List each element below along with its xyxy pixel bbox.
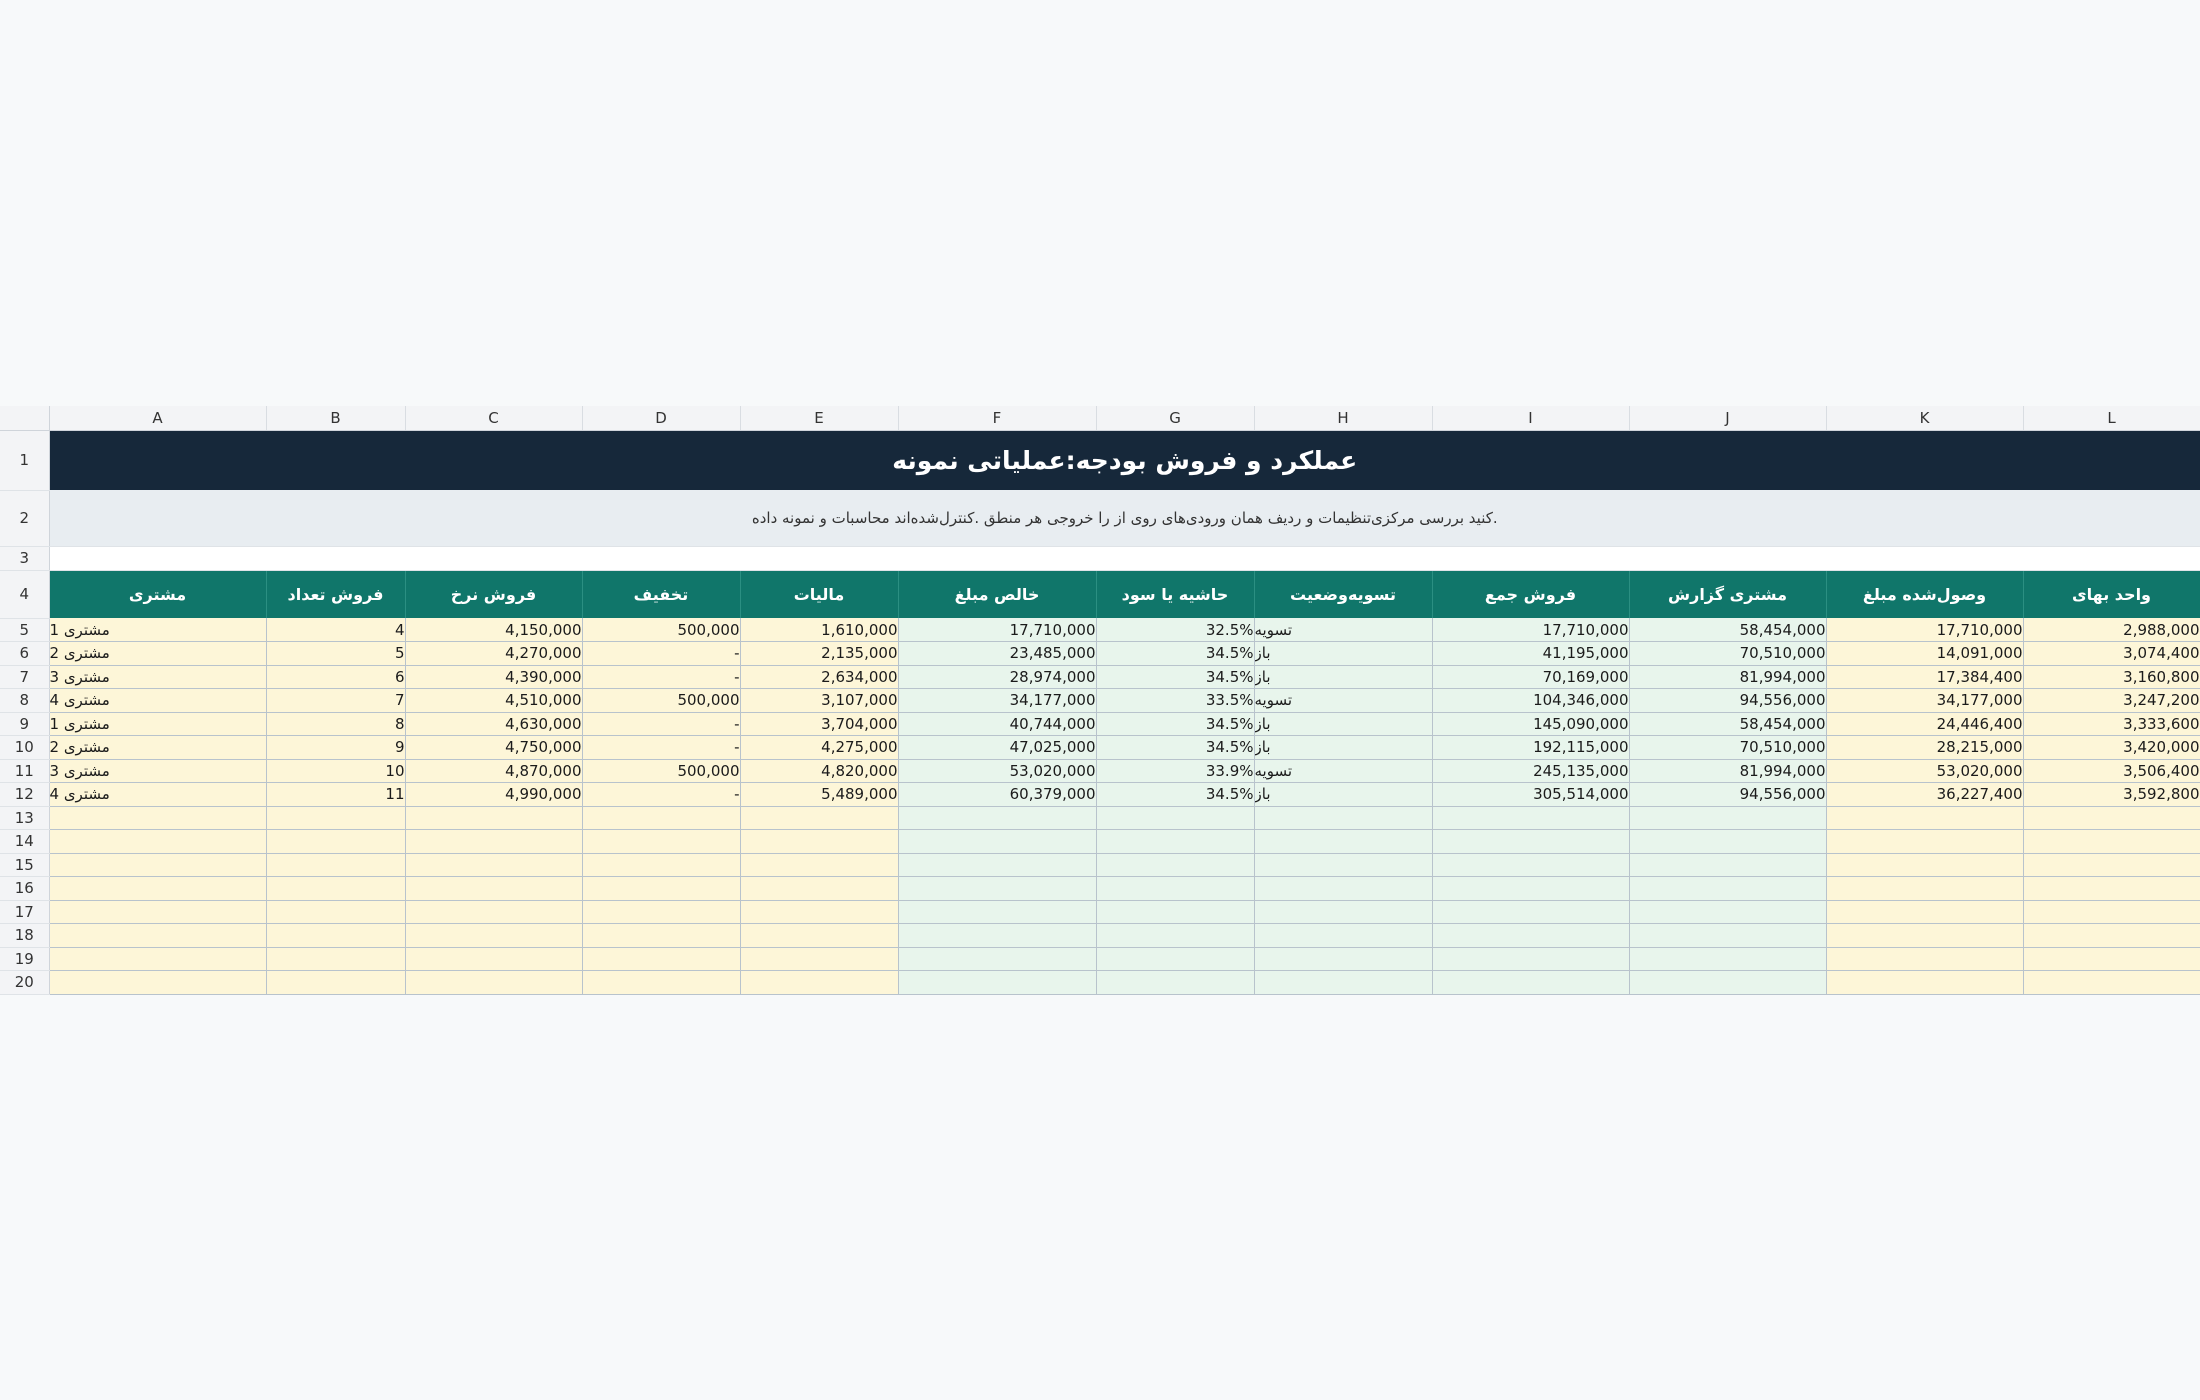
cell-net-amount[interactable]	[898, 877, 1096, 901]
cell-unit-cost[interactable]	[2023, 877, 2200, 901]
row-number[interactable]: 16	[0, 877, 49, 901]
cell-net-amount[interactable]: 17,710,000	[898, 618, 1096, 642]
empty-row	[0, 830, 2200, 854]
cell-margin[interactable]: 32.5%	[1096, 618, 1254, 642]
cell-discount[interactable]	[582, 924, 740, 948]
cell-margin[interactable]	[1096, 924, 1254, 948]
cell-sales-total[interactable]: 41,195,000	[1432, 642, 1629, 666]
cell-margin[interactable]	[1096, 806, 1254, 830]
cell-net-amount[interactable]	[898, 924, 1096, 948]
column-header-row	[0, 406, 2200, 430]
cell-customer-report[interactable]	[1629, 853, 1826, 877]
cell-discount[interactable]	[582, 947, 740, 971]
row-number[interactable]: 18	[0, 924, 49, 948]
cell-sales-total[interactable]	[1432, 900, 1629, 924]
cell-status[interactable]	[1254, 900, 1432, 924]
cell-rate[interactable]	[405, 853, 582, 877]
empty-row	[0, 853, 2200, 877]
empty-row	[0, 924, 2200, 948]
row-number[interactable]: 3	[0, 546, 49, 570]
empty-row	[0, 971, 2200, 995]
cell-collected[interactable]: 28,215,000	[1826, 736, 2023, 760]
cell-discount[interactable]: 500,000	[582, 618, 740, 642]
cell-quantity[interactable]: 5	[266, 642, 405, 666]
table-row	[0, 618, 2200, 642]
row-number[interactable]: 6	[0, 642, 49, 666]
cell-unit-cost[interactable]	[2023, 971, 2200, 995]
cell-customer-report[interactable]	[1629, 924, 1826, 948]
cell-sales-total[interactable]: 70,169,000	[1432, 665, 1629, 689]
column-header-c[interactable]: C	[405, 406, 582, 430]
cell-status[interactable]: باز	[1254, 712, 1432, 736]
cell-sales-total[interactable]	[1432, 830, 1629, 854]
cell-rate[interactable]: 4,150,000	[405, 618, 582, 642]
cell-discount[interactable]: 500,000	[582, 689, 740, 713]
cell-tax[interactable]: 5,489,000	[740, 783, 898, 807]
header-row	[0, 570, 2200, 618]
cell-sales-total[interactable]	[1432, 947, 1629, 971]
cell-tax[interactable]	[740, 947, 898, 971]
cell-customer[interactable]	[49, 806, 266, 830]
row-number[interactable]: 17	[0, 900, 49, 924]
cell-tax[interactable]	[740, 971, 898, 995]
cell-margin[interactable]: 34.5%	[1096, 736, 1254, 760]
cell-unit-cost[interactable]	[2023, 900, 2200, 924]
empty-row	[0, 806, 2200, 830]
cell-rate[interactable]: 4,870,000	[405, 759, 582, 783]
row-number[interactable]: 1	[0, 430, 49, 490]
cell-customer[interactable]: مشتری 3	[49, 759, 266, 783]
sheet-title[interactable]: عملکرد و فروش بودجه:عملیاتی نمونه	[49, 430, 2200, 490]
cell-unit-cost[interactable]: 3,333,600	[2023, 712, 2200, 736]
cell-margin[interactable]	[1096, 947, 1254, 971]
cell-quantity[interactable]	[266, 924, 405, 948]
cell-net-amount[interactable]: 34,177,000	[898, 689, 1096, 713]
cell-tax[interactable]	[740, 877, 898, 901]
cell-status[interactable]	[1254, 853, 1432, 877]
cell-net-amount[interactable]	[898, 947, 1096, 971]
cell-discount[interactable]: -	[582, 783, 740, 807]
cell-customer[interactable]: مشتری 2	[49, 736, 266, 760]
cell-rate[interactable]: 4,750,000	[405, 736, 582, 760]
row-number[interactable]: 13	[0, 806, 49, 830]
header-sales-total[interactable]: فروش جمع	[1432, 570, 1629, 618]
cell-customer[interactable]	[49, 924, 266, 948]
header-tax[interactable]: مالیات	[740, 570, 898, 618]
cell-customer-report[interactable]: 81,994,000	[1629, 665, 1826, 689]
cell-margin[interactable]: 33.9%	[1096, 759, 1254, 783]
cell-discount[interactable]: 500,000	[582, 759, 740, 783]
cell-collected[interactable]: 17,384,400	[1826, 665, 2023, 689]
cell-customer-report[interactable]	[1629, 806, 1826, 830]
cell-sales-total[interactable]: 192,115,000	[1432, 736, 1629, 760]
cell-quantity[interactable]: 6	[266, 665, 405, 689]
cell-collected[interactable]	[1826, 924, 2023, 948]
row-number[interactable]: 8	[0, 689, 49, 713]
row-number[interactable]: 9	[0, 712, 49, 736]
cell-quantity[interactable]	[266, 830, 405, 854]
cell-tax[interactable]: 3,107,000	[740, 689, 898, 713]
cell-rate[interactable]	[405, 900, 582, 924]
header-margin[interactable]: حاشیه یا سود	[1096, 570, 1254, 618]
column-header-k[interactable]: K	[1826, 406, 2023, 430]
row-number[interactable]: 5	[0, 618, 49, 642]
row-number[interactable]: 14	[0, 830, 49, 854]
column-header-j[interactable]: J	[1629, 406, 1826, 430]
header-status[interactable]: تسویه‌وضعیت	[1254, 570, 1432, 618]
sheet-subtitle[interactable]: .کنید بررسی مرکزی‌تنظیمات و ردیف همان ورودی‌های روی از را خروجی هر منطق .کنترل‌شده‌اند محاسبات و نمونه داده	[49, 490, 2200, 546]
cell-collected[interactable]	[1826, 947, 2023, 971]
cell-customer-report[interactable]: 58,454,000	[1629, 618, 1826, 642]
cell-collected[interactable]: 17,710,000	[1826, 618, 2023, 642]
cell-margin[interactable]	[1096, 900, 1254, 924]
cell-rate[interactable]: 4,270,000	[405, 642, 582, 666]
cell-quantity[interactable]: 7	[266, 689, 405, 713]
spreadsheet-grid	[0, 406, 2200, 995]
row-number[interactable]: 10	[0, 736, 49, 760]
cell-customer-report[interactable]: 70,510,000	[1629, 642, 1826, 666]
cell-margin[interactable]: 34.5%	[1096, 665, 1254, 689]
cell-sales-total[interactable]: 145,090,000	[1432, 712, 1629, 736]
cell-net-amount[interactable]	[898, 900, 1096, 924]
cell-customer[interactable]: مشتری 2	[49, 642, 266, 666]
cell-customer-report[interactable]	[1629, 947, 1826, 971]
cell-tax[interactable]	[740, 924, 898, 948]
cell-discount[interactable]: -	[582, 665, 740, 689]
cell-collected[interactable]	[1826, 900, 2023, 924]
cell-status[interactable]	[1254, 877, 1432, 901]
cell-tax[interactable]: 3,704,000	[740, 712, 898, 736]
header-discount[interactable]: تخفیف	[582, 570, 740, 618]
cell-rate[interactable]: 4,510,000	[405, 689, 582, 713]
cell-sales-total[interactable]	[1432, 806, 1629, 830]
row-number[interactable]: 11	[0, 759, 49, 783]
column-header-h[interactable]: H	[1254, 406, 1432, 430]
cell-rate[interactable]	[405, 924, 582, 948]
cell-customer[interactable]	[49, 853, 266, 877]
cell-discount[interactable]	[582, 971, 740, 995]
cell-customer-report[interactable]: 58,454,000	[1629, 712, 1826, 736]
cell-rate[interactable]: 4,990,000	[405, 783, 582, 807]
cell-customer[interactable]	[49, 971, 266, 995]
table-row	[0, 712, 2200, 736]
cell-unit-cost[interactable]: 3,247,200	[2023, 689, 2200, 713]
cell-collected[interactable]	[1826, 877, 2023, 901]
row-number[interactable]: 20	[0, 971, 49, 995]
cell-discount[interactable]: -	[582, 736, 740, 760]
row-number[interactable]: 15	[0, 853, 49, 877]
cell-discount[interactable]	[582, 830, 740, 854]
cell-status[interactable]: تسویه	[1254, 618, 1432, 642]
header-rate[interactable]: فروش نرخ	[405, 570, 582, 618]
cell-customer-report[interactable]	[1629, 877, 1826, 901]
header-unit-cost[interactable]: واحد بهای	[2023, 570, 2200, 618]
cell-collected[interactable]: 34,177,000	[1826, 689, 2023, 713]
cell-net-amount[interactable]: 23,485,000	[898, 642, 1096, 666]
cell-customer[interactable]	[49, 947, 266, 971]
cell-tax[interactable]	[740, 830, 898, 854]
cell-status[interactable]: تسویه	[1254, 689, 1432, 713]
cell-unit-cost[interactable]: 2,988,000	[2023, 618, 2200, 642]
cell-margin[interactable]: 33.5%	[1096, 689, 1254, 713]
column-header-d[interactable]: D	[582, 406, 740, 430]
cell-customer[interactable]: مشتری 1	[49, 712, 266, 736]
cell-net-amount[interactable]: 60,379,000	[898, 783, 1096, 807]
blank-cell[interactable]	[49, 546, 2200, 570]
cell-quantity[interactable]	[266, 900, 405, 924]
header-quantity[interactable]: فروش تعداد	[266, 570, 405, 618]
table-row	[0, 759, 2200, 783]
cell-unit-cost[interactable]	[2023, 830, 2200, 854]
cell-discount[interactable]: -	[582, 642, 740, 666]
header-customer-report[interactable]: مشتری گزارش	[1629, 570, 1826, 618]
cell-rate[interactable]	[405, 877, 582, 901]
column-header-g[interactable]: G	[1096, 406, 1254, 430]
empty-row	[0, 900, 2200, 924]
cell-unit-cost[interactable]	[2023, 806, 2200, 830]
cell-net-amount[interactable]	[898, 853, 1096, 877]
cell-sales-total[interactable]: 305,514,000	[1432, 783, 1629, 807]
row-number[interactable]: 19	[0, 947, 49, 971]
cell-net-amount[interactable]	[898, 830, 1096, 854]
cell-collected[interactable]: 14,091,000	[1826, 642, 2023, 666]
cell-sales-total[interactable]	[1432, 853, 1629, 877]
cell-net-amount[interactable]: 40,744,000	[898, 712, 1096, 736]
cell-sales-total[interactable]	[1432, 924, 1629, 948]
cell-tax[interactable]	[740, 806, 898, 830]
cell-net-amount[interactable]: 47,025,000	[898, 736, 1096, 760]
cell-unit-cost[interactable]	[2023, 924, 2200, 948]
cell-discount[interactable]: -	[582, 712, 740, 736]
cell-discount[interactable]	[582, 877, 740, 901]
cell-quantity[interactable]	[266, 971, 405, 995]
row-number[interactable]: 4	[0, 570, 49, 618]
cell-tax[interactable]: 2,634,000	[740, 665, 898, 689]
cell-tax[interactable]	[740, 853, 898, 877]
cell-quantity[interactable]	[266, 806, 405, 830]
cell-net-amount[interactable]: 53,020,000	[898, 759, 1096, 783]
table-row	[0, 642, 2200, 666]
cell-rate[interactable]	[405, 806, 582, 830]
cell-net-amount[interactable]	[898, 806, 1096, 830]
cell-customer[interactable]: مشتری 3	[49, 665, 266, 689]
cell-collected[interactable]: 24,446,400	[1826, 712, 2023, 736]
cell-discount[interactable]	[582, 900, 740, 924]
cell-unit-cost[interactable]: 3,074,400	[2023, 642, 2200, 666]
cell-sales-total[interactable]: 245,135,000	[1432, 759, 1629, 783]
cell-status[interactable]	[1254, 830, 1432, 854]
cell-customer-report[interactable]	[1629, 971, 1826, 995]
cell-customer[interactable]: مشتری 4	[49, 689, 266, 713]
column-header-i[interactable]: I	[1432, 406, 1629, 430]
cell-unit-cost[interactable]: 3,506,400	[2023, 759, 2200, 783]
cell-sales-total[interactable]: 104,346,000	[1432, 689, 1629, 713]
cell-margin[interactable]: 34.5%	[1096, 642, 1254, 666]
cell-rate[interactable]	[405, 971, 582, 995]
cell-sales-total[interactable]	[1432, 877, 1629, 901]
cell-tax[interactable]	[740, 900, 898, 924]
cell-rate[interactable]	[405, 947, 582, 971]
row-number[interactable]: 7	[0, 665, 49, 689]
cell-customer[interactable]	[49, 877, 266, 901]
cell-margin[interactable]	[1096, 877, 1254, 901]
cell-quantity[interactable]: 4	[266, 618, 405, 642]
cell-margin[interactable]: 34.5%	[1096, 783, 1254, 807]
cell-customer[interactable]: مشتری 1	[49, 618, 266, 642]
row-number[interactable]: 2	[0, 490, 49, 546]
header-customer[interactable]: مشتری	[49, 570, 266, 618]
cell-customer-report[interactable]	[1629, 900, 1826, 924]
cell-sales-total[interactable]: 17,710,000	[1432, 618, 1629, 642]
cell-unit-cost[interactable]: 3,420,000	[2023, 736, 2200, 760]
cell-tax[interactable]: 2,135,000	[740, 642, 898, 666]
cell-customer-report[interactable]	[1629, 830, 1826, 854]
column-header-b[interactable]: B	[266, 406, 405, 430]
column-header-e[interactable]: E	[740, 406, 898, 430]
table-row	[0, 665, 2200, 689]
cell-quantity[interactable]	[266, 947, 405, 971]
cell-margin[interactable]	[1096, 830, 1254, 854]
empty-row	[0, 947, 2200, 971]
row-number[interactable]: 12	[0, 783, 49, 807]
empty-row	[0, 877, 2200, 901]
subtitle-row	[0, 490, 2200, 546]
table-row	[0, 689, 2200, 713]
cell-status[interactable]	[1254, 947, 1432, 971]
cell-customer[interactable]	[49, 830, 266, 854]
header-net-amount[interactable]: خالص مبلغ	[898, 570, 1096, 618]
cell-net-amount[interactable]: 28,974,000	[898, 665, 1096, 689]
cell-tax[interactable]: 1,610,000	[740, 618, 898, 642]
cell-customer-report[interactable]: 81,994,000	[1629, 759, 1826, 783]
cell-net-amount[interactable]	[898, 971, 1096, 995]
cell-quantity[interactable]	[266, 877, 405, 901]
cell-discount[interactable]	[582, 806, 740, 830]
cell-collected[interactable]	[1826, 806, 2023, 830]
blank-row	[0, 546, 2200, 570]
cell-sales-total[interactable]	[1432, 971, 1629, 995]
cell-unit-cost[interactable]: 3,592,800	[2023, 783, 2200, 807]
cell-collected[interactable]: 53,020,000	[1826, 759, 2023, 783]
cell-collected[interactable]	[1826, 830, 2023, 854]
column-header-l[interactable]: L	[2023, 406, 2200, 430]
cell-rate[interactable]: 4,630,000	[405, 712, 582, 736]
select-all-corner[interactable]	[0, 406, 49, 430]
cell-status[interactable]: باز	[1254, 642, 1432, 666]
cell-unit-cost[interactable]: 3,160,800	[2023, 665, 2200, 689]
cell-tax[interactable]: 4,820,000	[740, 759, 898, 783]
cell-rate[interactable]: 4,390,000	[405, 665, 582, 689]
table-row	[0, 736, 2200, 760]
cell-margin[interactable]	[1096, 971, 1254, 995]
cell-status[interactable]: تسویه	[1254, 759, 1432, 783]
cell-quantity[interactable]	[266, 853, 405, 877]
table-row	[0, 783, 2200, 807]
cell-collected[interactable]: 36,227,400	[1826, 783, 2023, 807]
cell-margin[interactable]	[1096, 853, 1254, 877]
cell-customer[interactable]	[49, 900, 266, 924]
cell-customer-report[interactable]: 70,510,000	[1629, 736, 1826, 760]
cell-unit-cost[interactable]	[2023, 947, 2200, 971]
cell-customer-report[interactable]: 94,556,000	[1629, 783, 1826, 807]
cell-customer[interactable]: مشتری 4	[49, 783, 266, 807]
cell-status[interactable]: باز	[1254, 665, 1432, 689]
cell-status[interactable]	[1254, 806, 1432, 830]
cell-quantity[interactable]: 10	[266, 759, 405, 783]
cell-status[interactable]: باز	[1254, 736, 1432, 760]
cell-unit-cost[interactable]	[2023, 853, 2200, 877]
cell-status[interactable]	[1254, 924, 1432, 948]
cell-quantity[interactable]: 9	[266, 736, 405, 760]
column-header-a[interactable]: A	[49, 406, 266, 430]
cell-customer-report[interactable]: 94,556,000	[1629, 689, 1826, 713]
cell-status[interactable]: باز	[1254, 783, 1432, 807]
cell-rate[interactable]	[405, 830, 582, 854]
cell-collected[interactable]	[1826, 853, 2023, 877]
cell-collected[interactable]	[1826, 971, 2023, 995]
cell-tax[interactable]: 4,275,000	[740, 736, 898, 760]
cell-status[interactable]	[1254, 971, 1432, 995]
cell-quantity[interactable]: 8	[266, 712, 405, 736]
title-row	[0, 430, 2200, 490]
cell-discount[interactable]	[582, 853, 740, 877]
header-collected[interactable]: وصول‌شده مبلغ	[1826, 570, 2023, 618]
cell-margin[interactable]: 34.5%	[1096, 712, 1254, 736]
column-header-f[interactable]: F	[898, 406, 1096, 430]
cell-quantity[interactable]: 11	[266, 783, 405, 807]
